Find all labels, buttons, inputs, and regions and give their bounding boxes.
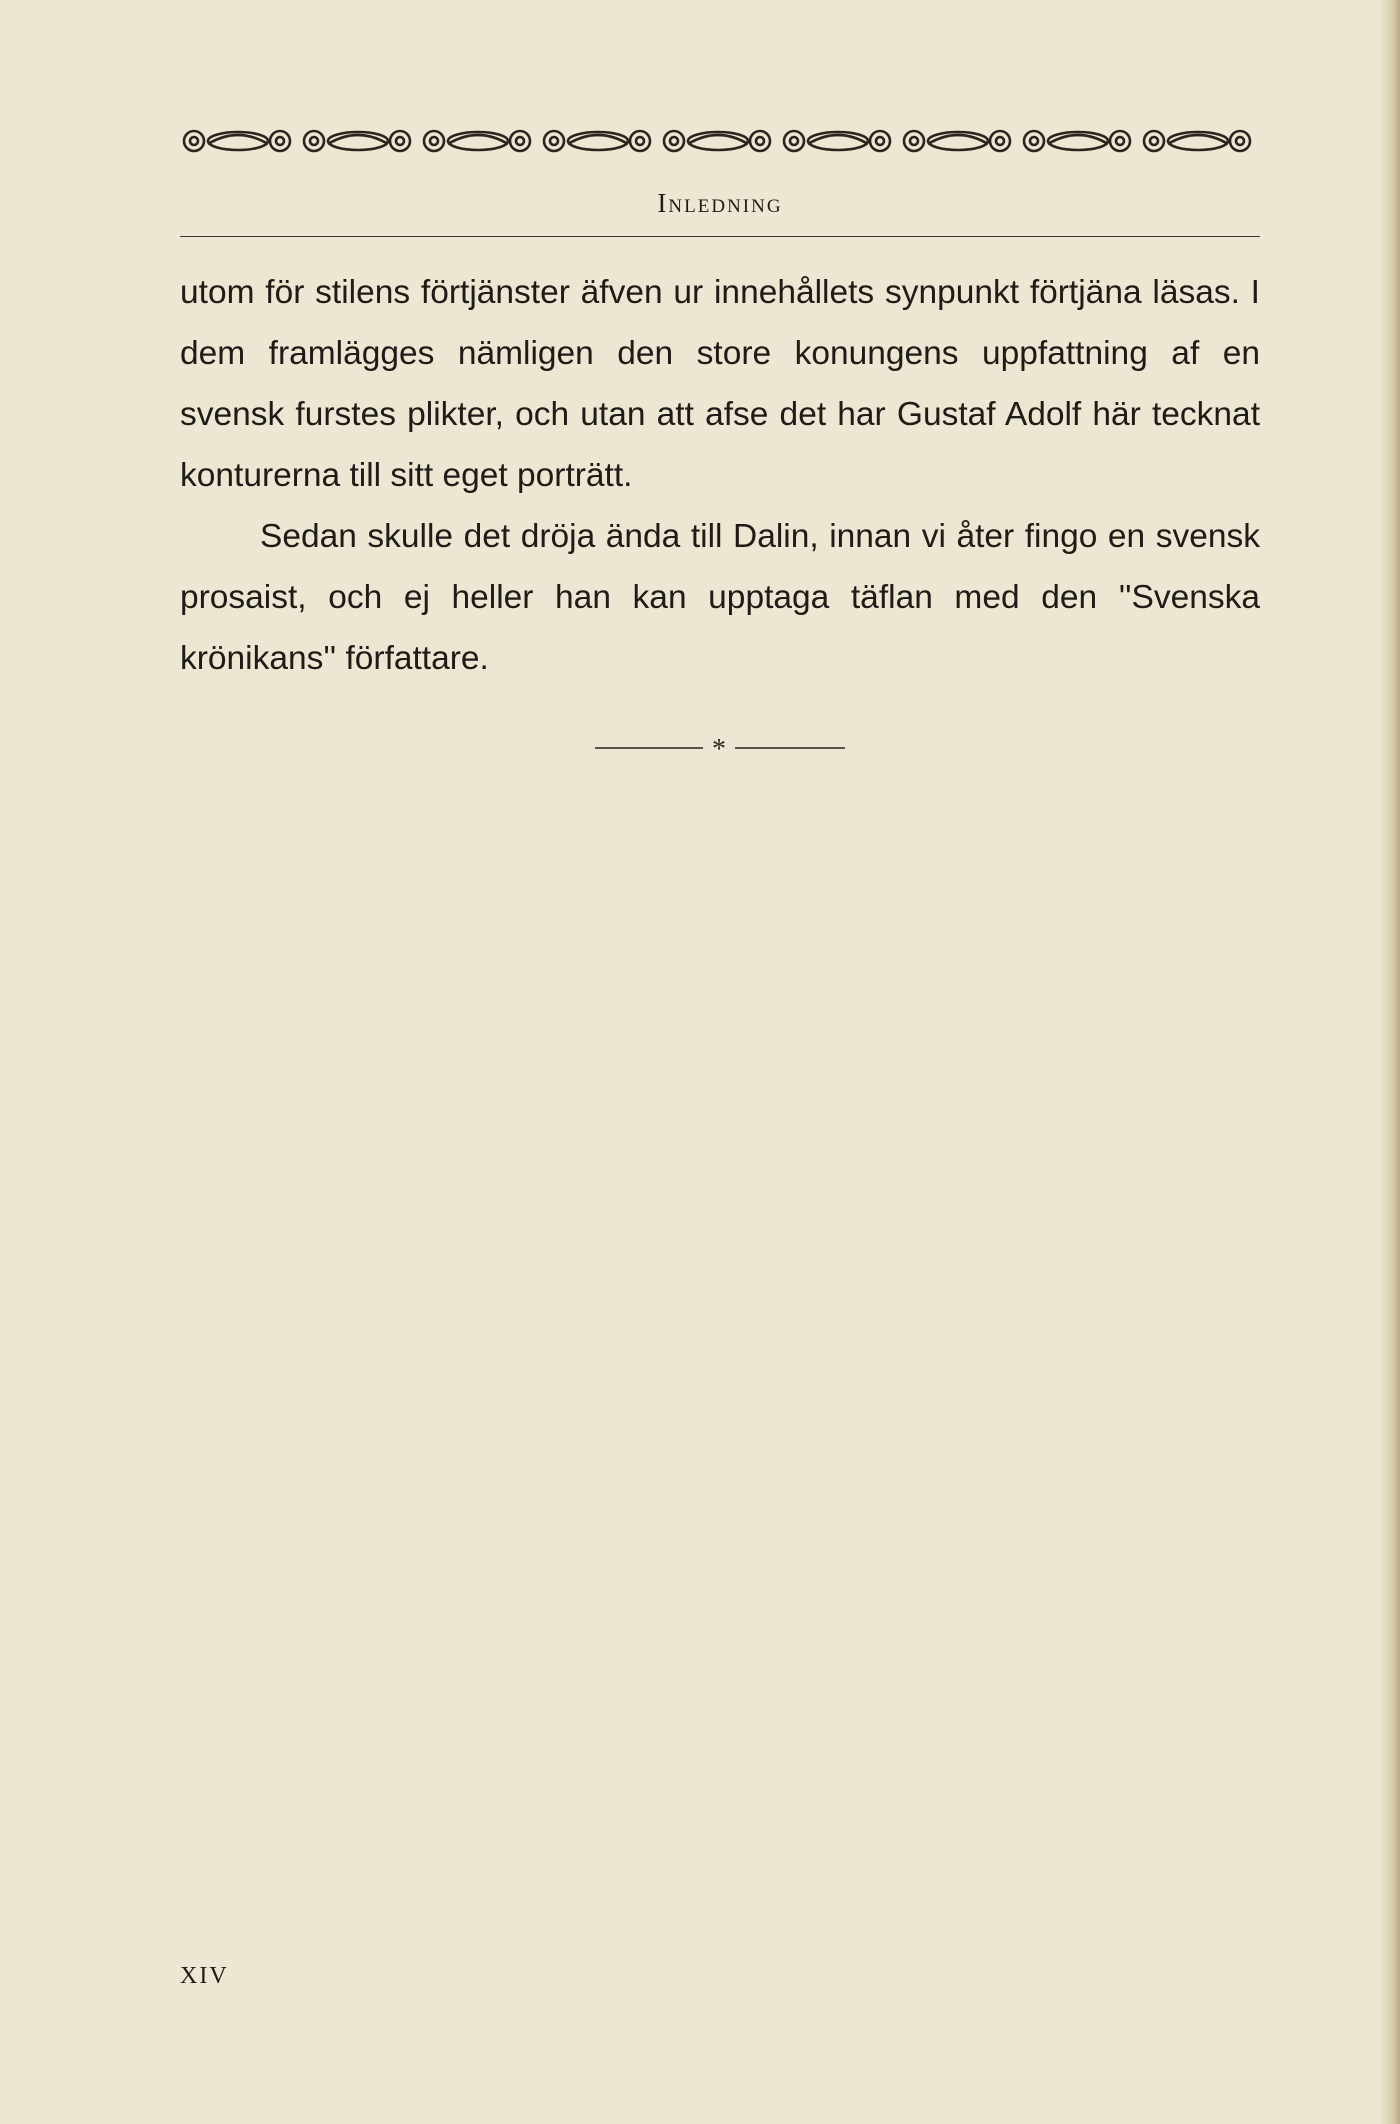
section-divider — [595, 720, 845, 770]
paragraph: Sedan skulle det dröja ända till Dalin, innan vi åter fingo en svensk prosaist, och ej heller han kan upptaga täflan med den ''Svenska krönikans'' författare. — [180, 518, 1260, 677]
body-text — [180, 262, 1260, 689]
page-number: XIV — [180, 1963, 229, 1989]
paragraph: utom för stilens förtjänster äfven ur innehållets synpunkt förtjäna läsas. I dem framlägges nämligen den store konungens uppfattning af en svensk furstes plikter, och utan att afse det har Gustaf Adolf här tecknat konturerna till sitt eget porträtt. — [180, 274, 1260, 494]
header-rule — [180, 236, 1260, 237]
asterism-icon: * — [712, 734, 726, 765]
running-head: Inledning — [657, 188, 783, 218]
chain-ornament-icon — [180, 122, 1260, 160]
page-edge-shadow — [1380, 0, 1400, 2124]
